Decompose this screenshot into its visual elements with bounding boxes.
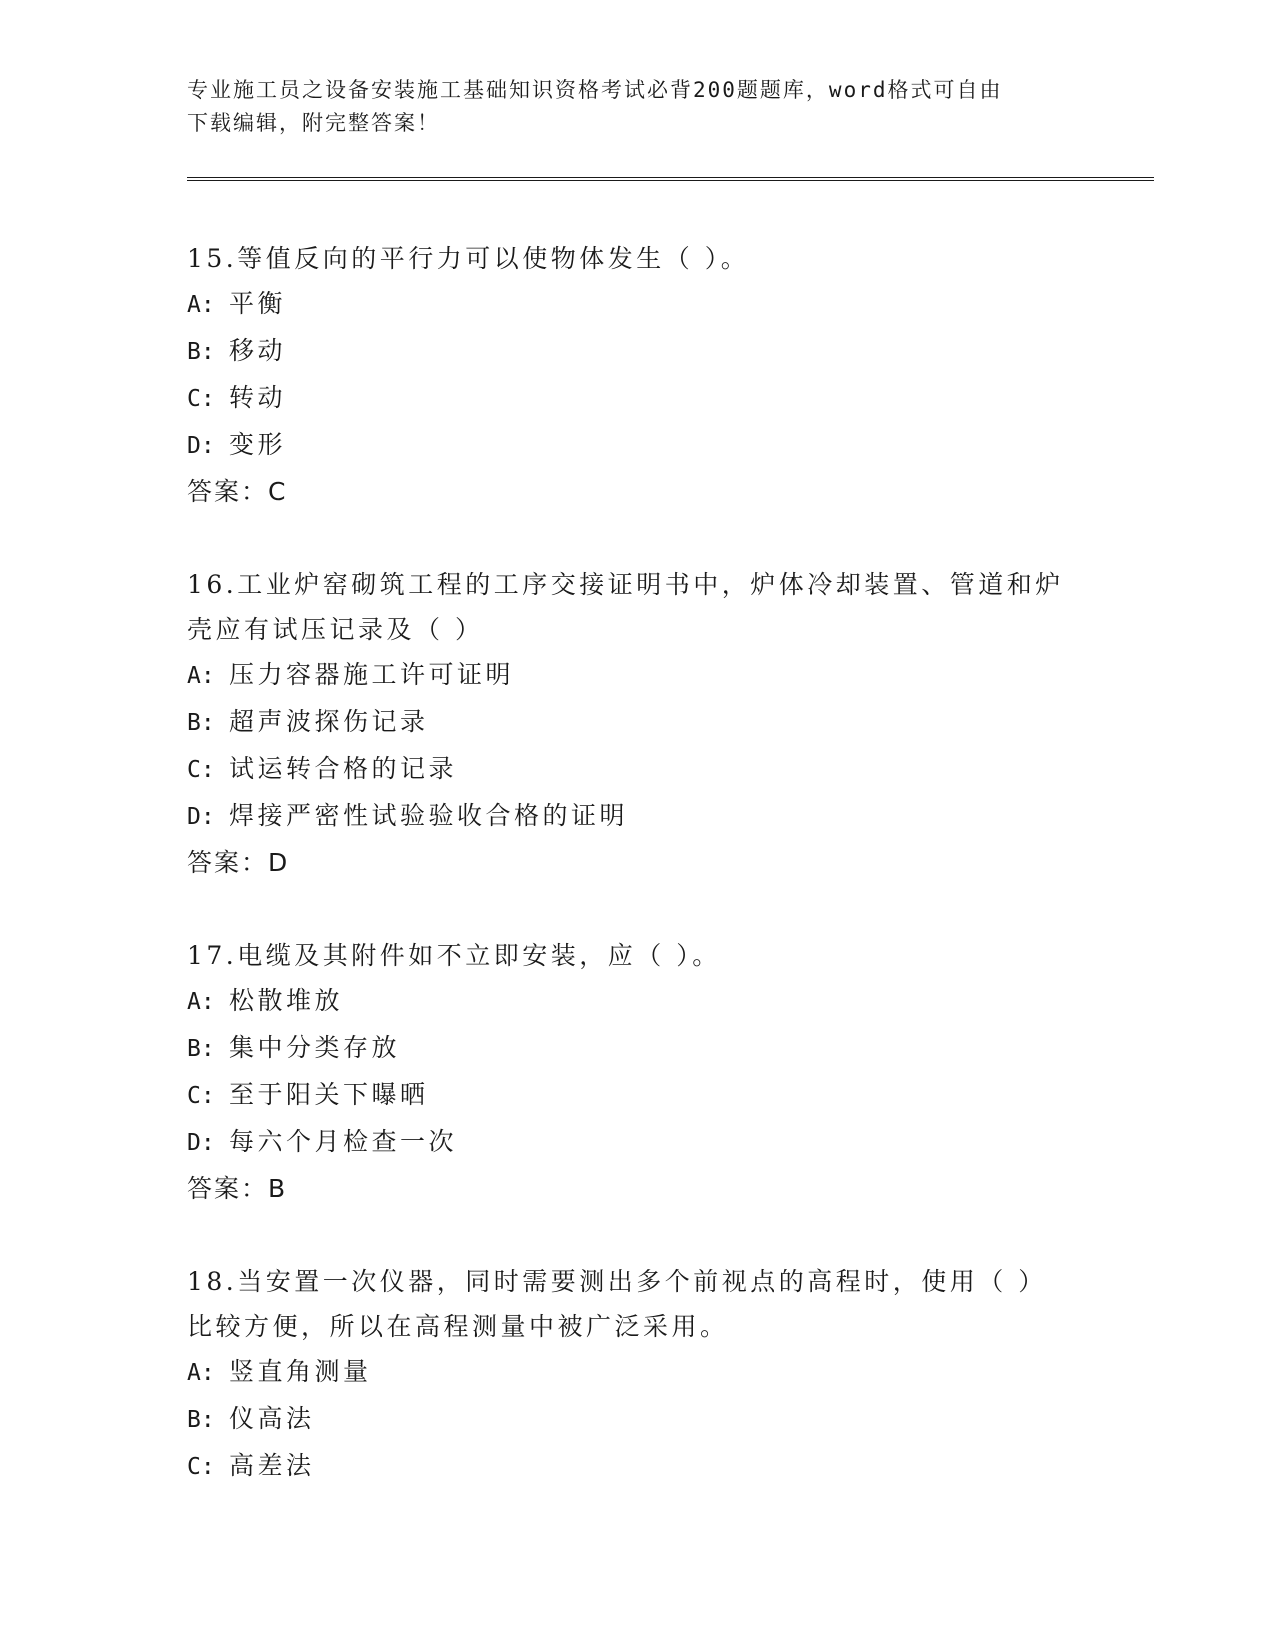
answer-line: 答案：B (187, 1174, 288, 1203)
document-header (187, 74, 1087, 140)
option-text: 竖直角测量 (229, 1357, 372, 1386)
option-c (187, 1443, 1117, 1490)
option-a (187, 978, 1117, 1025)
option-key: A: (187, 1360, 215, 1386)
option-text: 高差法 (229, 1451, 315, 1480)
option-text: 至于阳关下曝晒 (229, 1080, 429, 1109)
option-text: 变形 (229, 430, 287, 459)
option-text: 压力容器施工许可证明 (229, 660, 515, 689)
option-key: B: (187, 710, 215, 736)
option-c (187, 1072, 1117, 1119)
question-16 (187, 562, 1117, 885)
option-d (187, 793, 1117, 840)
option-text: 仪高法 (229, 1404, 315, 1433)
option-key: C: (187, 757, 215, 783)
question-text-continued: 壳应有试压记录及（ ） (187, 615, 484, 644)
answer-line: 答案：D (187, 848, 290, 877)
option-key: B: (187, 1407, 215, 1433)
option-key: D: (187, 804, 215, 830)
option-b (187, 328, 1117, 375)
answer-line: 答案：C (187, 477, 288, 506)
option-text: 平衡 (229, 289, 287, 318)
option-key: A: (187, 989, 215, 1015)
option-key: A: (187, 292, 215, 318)
question-text: 18.当安置一次仪器，同时需要测出多个前视点的高程时，使用（ ） (187, 1267, 1047, 1296)
option-key: D: (187, 433, 215, 459)
option-c (187, 746, 1117, 793)
header-divider (187, 177, 1154, 181)
header-line-1: 专业施工员之设备安装施工基础知识资格考试必背200题题库，word格式可自由 (187, 78, 1003, 102)
option-c (187, 375, 1117, 422)
option-key: C: (187, 1454, 215, 1480)
option-d (187, 1119, 1117, 1166)
header-line-2: 下载编辑，附完整答案！ (187, 111, 440, 135)
question-18 (187, 1259, 1117, 1490)
option-b (187, 1396, 1117, 1443)
question-text: 17.电缆及其附件如不立即安装，应（ ）。 (187, 941, 721, 970)
option-b (187, 1025, 1117, 1072)
option-text: 每六个月检查一次 (229, 1127, 458, 1156)
option-key: B: (187, 339, 215, 365)
option-text: 超声波探伤记录 (229, 707, 429, 736)
option-text: 集中分类存放 (229, 1033, 401, 1062)
option-text: 试运转合格的记录 (229, 754, 458, 783)
option-key: A: (187, 663, 215, 689)
question-list (187, 236, 1117, 1538)
option-key: C: (187, 386, 215, 412)
option-key: C: (187, 1083, 215, 1109)
question-15 (187, 236, 1117, 514)
option-b (187, 699, 1117, 746)
option-text: 焊接严密性试验验收合格的证明 (229, 801, 629, 830)
option-text: 移动 (229, 336, 287, 365)
option-text: 转动 (229, 383, 287, 412)
option-a (187, 652, 1117, 699)
option-a (187, 281, 1117, 328)
option-key: B: (187, 1036, 215, 1062)
question-text-continued: 比较方便，所以在高程测量中被广泛采用。 (187, 1312, 729, 1341)
question-17 (187, 933, 1117, 1211)
question-text: 15.等值反向的平行力可以使物体发生（ ）。 (187, 244, 750, 273)
option-text: 松散堆放 (229, 986, 344, 1015)
question-text: 16.工业炉窑砌筑工程的工序交接证明书中，炉体冷却装置、管道和炉 (187, 570, 1064, 599)
option-key: D: (187, 1130, 215, 1156)
option-a (187, 1349, 1117, 1396)
option-d (187, 422, 1117, 469)
